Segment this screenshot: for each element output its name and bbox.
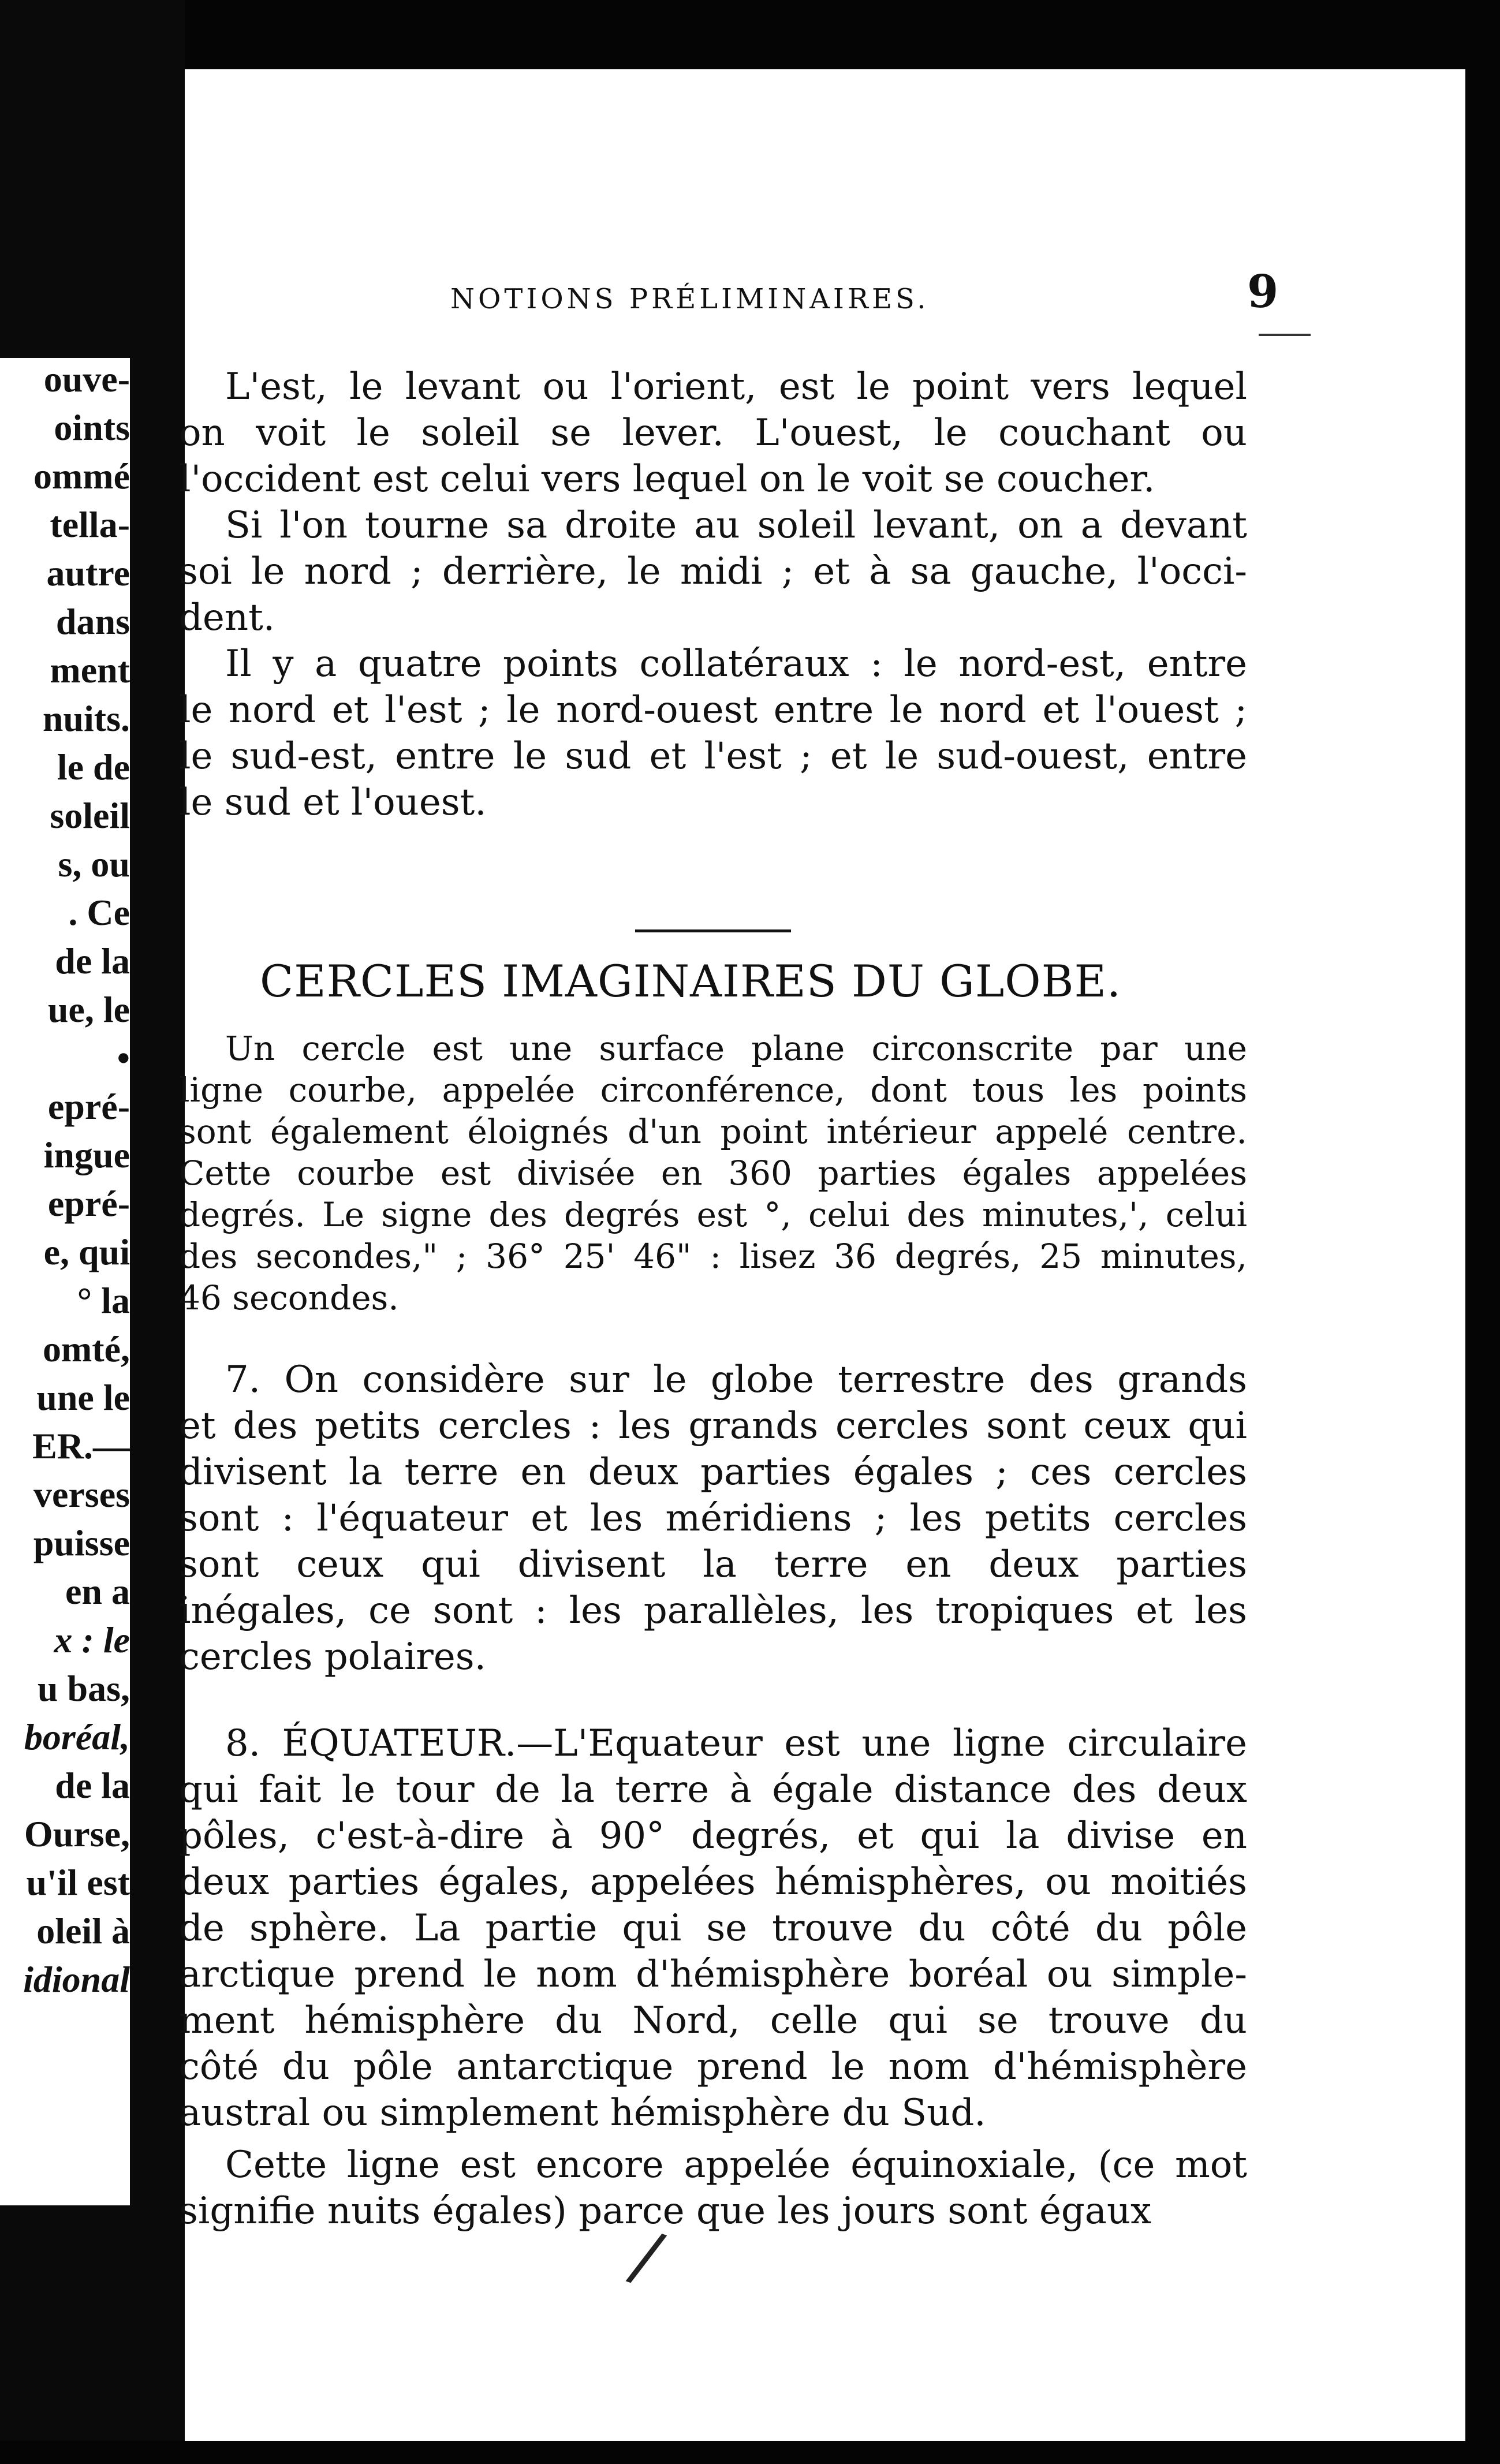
- text-line: et des petits cercles : les grands cercles sont ceux qui: [179, 1405, 1247, 1447]
- left-page-word: autre: [46, 552, 130, 593]
- text-line: soi le nord ; derrière, le midi ; et à sa gauche, l'occi-: [179, 550, 1247, 593]
- text-line: côté du pôle antarctique prend le nom d'hémisphère: [179, 2045, 1247, 2088]
- section-separator: [635, 929, 791, 932]
- paragraph-8b-lines: [179, 2142, 1247, 2234]
- left-page-word: tella-: [50, 504, 130, 545]
- text-line: des secondes," ; 36° 25' 46" : lisez 36 degrés, 25 minutes,: [179, 1237, 1247, 1276]
- left-page-word: boréal,: [24, 1716, 130, 1757]
- text-line: sont : l'équateur et les méridiens ; les petits cercles: [179, 1497, 1247, 1540]
- left-page-word: s, ou: [58, 843, 130, 884]
- text-line: le nord et l'est ; le nord-ouest entre le nord et l'ouest ;: [179, 689, 1247, 731]
- left-page-word: puisse: [33, 1522, 130, 1563]
- text-line: pôles, c'est-à-dire à 90° degrés, et qui la divise en: [179, 1815, 1247, 1857]
- paragraph: [179, 502, 1247, 641]
- section-title: CERCLES IMAGINAIRES DU GLOBE.: [260, 955, 1122, 1007]
- intro-paragraphs: [179, 364, 1247, 826]
- left-page-word: x : le: [54, 1619, 130, 1660]
- paragraph-7-lines: [179, 1357, 1247, 1680]
- page-number: 9: [1247, 266, 1279, 318]
- text-line: divisent la terre en deux parties égales ; ces cercles: [179, 1451, 1247, 1494]
- text-line: Cette ligne est encore appelée équinoxiale, (ce mot: [225, 2144, 1247, 2186]
- left-page-word: ER.—: [32, 1425, 130, 1466]
- text-line: arctique prend le nom d'hémisphère boréal ou simple-: [179, 1953, 1247, 1996]
- left-page-word: ° la: [77, 1280, 130, 1321]
- text-line: ligne courbe, appelée circonférence, dont tous les points: [179, 1070, 1247, 1110]
- left-page-word: verses: [33, 1474, 130, 1515]
- text-line: Si l'on tourne sa droite au soleil levant, on a devant: [225, 504, 1247, 547]
- paragraph-8-lines: [179, 1720, 1247, 2136]
- left-page-word: omté,: [42, 1328, 130, 1369]
- left-page-word: •: [117, 1037, 130, 1078]
- left-page-word: epré-: [47, 1183, 130, 1224]
- intro-text: [173, 364, 1247, 826]
- header-rule: [1259, 334, 1311, 336]
- paragraph: [179, 364, 1247, 502]
- text-line: dent.: [179, 596, 275, 639]
- left-page-word: soleil: [50, 795, 130, 836]
- left-page-fragment: [0, 358, 130, 2205]
- left-page-word: ingue: [43, 1134, 130, 1175]
- paragraph-8-continued: [173, 2142, 1247, 2234]
- left-page-word: dans: [55, 601, 130, 642]
- text-line: L'est, le levant ou l'orient, est le point vers lequel: [225, 365, 1247, 408]
- paragraph: [179, 641, 1247, 826]
- text-line: degrés. Le signe des degrés est °, celui des minutes,', celui: [179, 1195, 1247, 1234]
- left-page-word: ment: [50, 649, 130, 690]
- left-page-word: oints: [54, 407, 130, 448]
- text-line: sont également éloignés d'un point intérieur appelé centre.: [179, 1112, 1247, 1151]
- left-page-word: idional: [23, 1959, 130, 2000]
- text-line: Cette courbe est divisée en 360 parties égales appelées: [179, 1153, 1247, 1193]
- left-page-word: . Ce: [68, 892, 130, 933]
- paragraph-8: [173, 1720, 1247, 2136]
- left-page-word: de la: [55, 1765, 130, 1806]
- text-line: signifie nuits égales) parce que les jours sont égaux: [179, 2190, 1152, 2232]
- left-page-word: ouve-: [43, 359, 130, 400]
- text-line: inégales, ce sont : les parallèles, les tropiques et les: [179, 1589, 1247, 1632]
- text-line: 46 secondes.: [179, 1278, 399, 1317]
- left-page-word: nuits.: [42, 698, 130, 739]
- book-page: [173, 58, 1467, 2448]
- left-page-word: en a: [65, 1571, 130, 1612]
- text-line: austral ou simplement hémisphère du Sud.: [179, 2092, 986, 2134]
- text-line: l'occident est celui vers lequel on le voit se coucher.: [179, 458, 1155, 501]
- text-line: qui fait le tour de la terre à égale distance des deux: [179, 1768, 1247, 1811]
- left-page-word: ue, le: [47, 989, 130, 1030]
- text-line: Un cercle est une surface plane circonscrite par une: [225, 1029, 1247, 1068]
- paragraph-7: [173, 1357, 1247, 1680]
- text-line: le sud et l'ouest.: [179, 781, 487, 824]
- left-page-word: Ourse,: [24, 1813, 130, 1854]
- text-line: sont ceux qui divisent la terre en deux parties: [179, 1543, 1247, 1586]
- left-page-word: epré-: [47, 1086, 130, 1127]
- text-line: cercles polaires.: [179, 1636, 486, 1678]
- left-page-word: u bas,: [37, 1668, 130, 1709]
- left-page-word: le de: [57, 746, 130, 787]
- left-page-word: u'il est: [26, 1862, 130, 1903]
- left-page-word: une le: [36, 1377, 130, 1418]
- running-title: NOTIONS PRÉLIMINAIRES.: [450, 283, 930, 315]
- text-line: 8. ÉQUATEUR.—L'Equateur est une ligne circulaire: [225, 1722, 1247, 1765]
- text-line: ment hémisphère du Nord, celle qui se trouve du: [179, 1999, 1247, 2042]
- pencil-mark: /: [622, 2215, 671, 2299]
- text-line: deux parties égales, appelées hémisphères, ou moitiés: [179, 1861, 1247, 1903]
- text-line: de sphère. La partie qui se trouve du côté du pôle: [179, 1907, 1247, 1950]
- left-page-word: e, qui: [43, 1231, 130, 1272]
- scan-right-edge: [1465, 0, 1500, 2464]
- text-line: on voit le soleil se lever. L'ouest, le couchant ou: [179, 412, 1247, 454]
- left-page-word: oleil à: [36, 1910, 130, 1951]
- left-page-word: de la: [55, 940, 130, 981]
- section-body: [173, 1028, 1247, 1319]
- left-page-word: ommé: [33, 456, 130, 496]
- text-line: Il y a quatre points collatéraux : le nord-est, entre: [225, 643, 1247, 685]
- section-paragraph: [179, 1028, 1247, 1319]
- text-line: 7. On considère sur le globe terrestre des grands: [225, 1358, 1247, 1401]
- text-line: le sud-est, entre le sud et l'est ; et le sud-ouest, entre: [179, 735, 1247, 778]
